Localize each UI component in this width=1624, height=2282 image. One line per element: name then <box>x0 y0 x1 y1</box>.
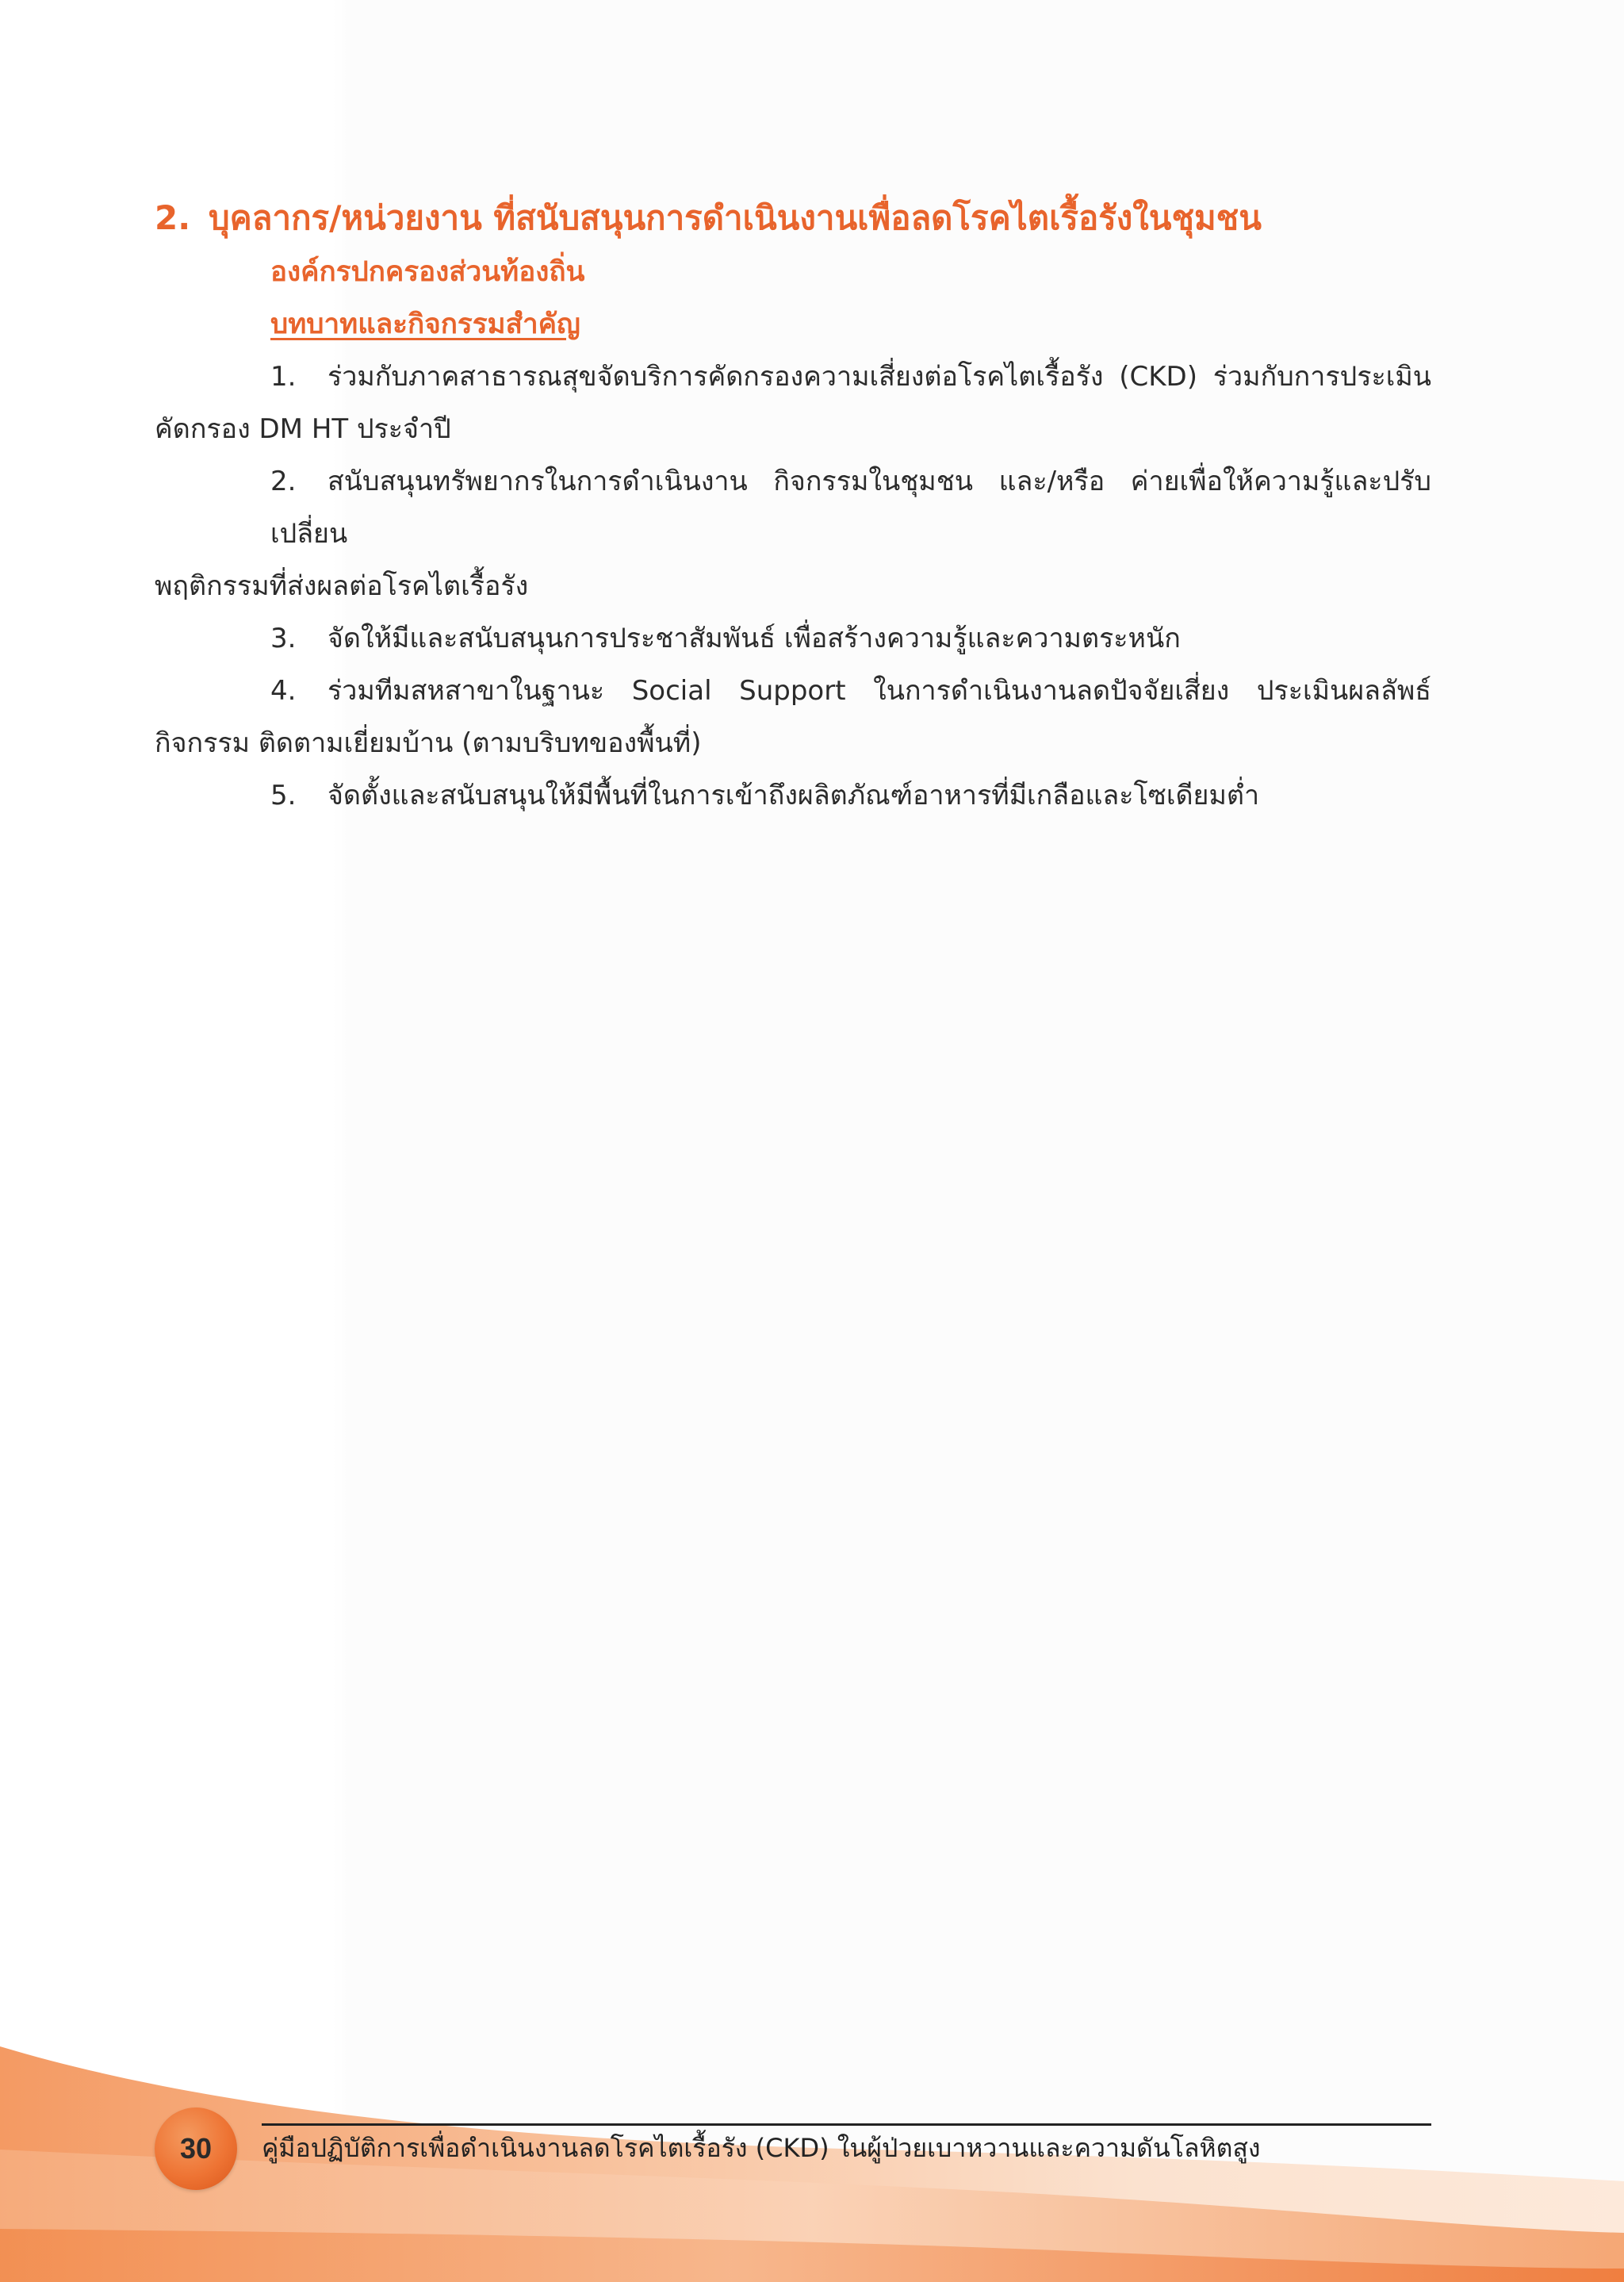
page-number: 30 <box>179 2132 213 2165</box>
list-item-number: 1. <box>270 361 297 393</box>
page-number-badge <box>155 2107 237 2190</box>
list-item-first-line <box>155 769 1431 822</box>
footer-book-title: คู่มือปฏิบัติการเพื่อดำเนินงานลดโรคไตเรื้อรัง (CKD) ในผู้ป่วยเบาหวานและความดันโลหิตสูง <box>262 2133 1261 2163</box>
list-item-text: จัดตั้งและสนับสนุนให้มีพื้นที่ในการเข้าถึงผลิตภัณฑ์อาหารที่มีเกลือและโซเดียมต่ำ <box>327 780 1260 811</box>
list-item <box>155 455 1431 612</box>
list-item-first-line <box>155 351 1431 403</box>
list-item <box>155 351 1431 455</box>
list-item-number: 3. <box>270 623 297 654</box>
list-item-first-line <box>155 612 1431 665</box>
list-item-first-line <box>155 455 1431 560</box>
list-item <box>155 769 1431 822</box>
organization-heading: องค์กรปกครองส่วนท้องถิ่น <box>270 256 585 288</box>
list-item-continuation: กิจกรรม ติดตามเยี่ยมบ้าน (ตามบริบทของพื้นที่) <box>155 727 702 759</box>
list-item-number: 4. <box>270 675 297 707</box>
list-item-continuation: คัดกรอง DM HT ประจำปี <box>155 413 451 445</box>
list-item-first-line <box>155 665 1431 717</box>
list-item <box>155 665 1431 769</box>
section-title: บุคลากร/หน่วยงาน ที่สนับสนุนการดำเนินงานเพื่อลดโรคไตเรื้อรังในชุมชน <box>209 198 1262 237</box>
roles-heading: บทบาทและกิจกรรมสำคัญ <box>270 309 580 340</box>
list-item <box>155 612 1431 665</box>
document-body <box>155 190 1431 822</box>
list-item-text: จัดให้มีและสนับสนุนการประชาสัมพันธ์ เพื่อสร้างความรู้และความตระหนัก <box>327 623 1181 654</box>
list-item-text: ร่วมทีมสหสาขาในฐานะ Social Support ในการดำเนินงานลดปัจจัยเสี่ยง ประเมินผลลัพธ์ <box>327 675 1431 707</box>
section-number: 2. <box>155 198 191 237</box>
footer-divider <box>262 2123 1431 2126</box>
list-item-text: ร่วมกับภาคสาธารณสุขจัดบริการคัดกรองความเสี่ยงต่อโรคไตเรื้อรัง (CKD) ร่วมกับการประเมิน <box>327 361 1431 393</box>
list-item-continuation: พฤติกรรมที่ส่งผลต่อโรคไตเรื้อรัง <box>155 570 529 602</box>
section-heading <box>155 190 1431 246</box>
list-item-number: 5. <box>270 780 297 811</box>
list-item-text: สนับสนุนทรัพยากรในการดำเนินงาน กิจกรรมในชุมชน และ/หรือ ค่ายเพื่อให้ความรู้และปรับเปลี่ยน <box>270 466 1431 550</box>
list-item-number: 2. <box>270 466 297 497</box>
